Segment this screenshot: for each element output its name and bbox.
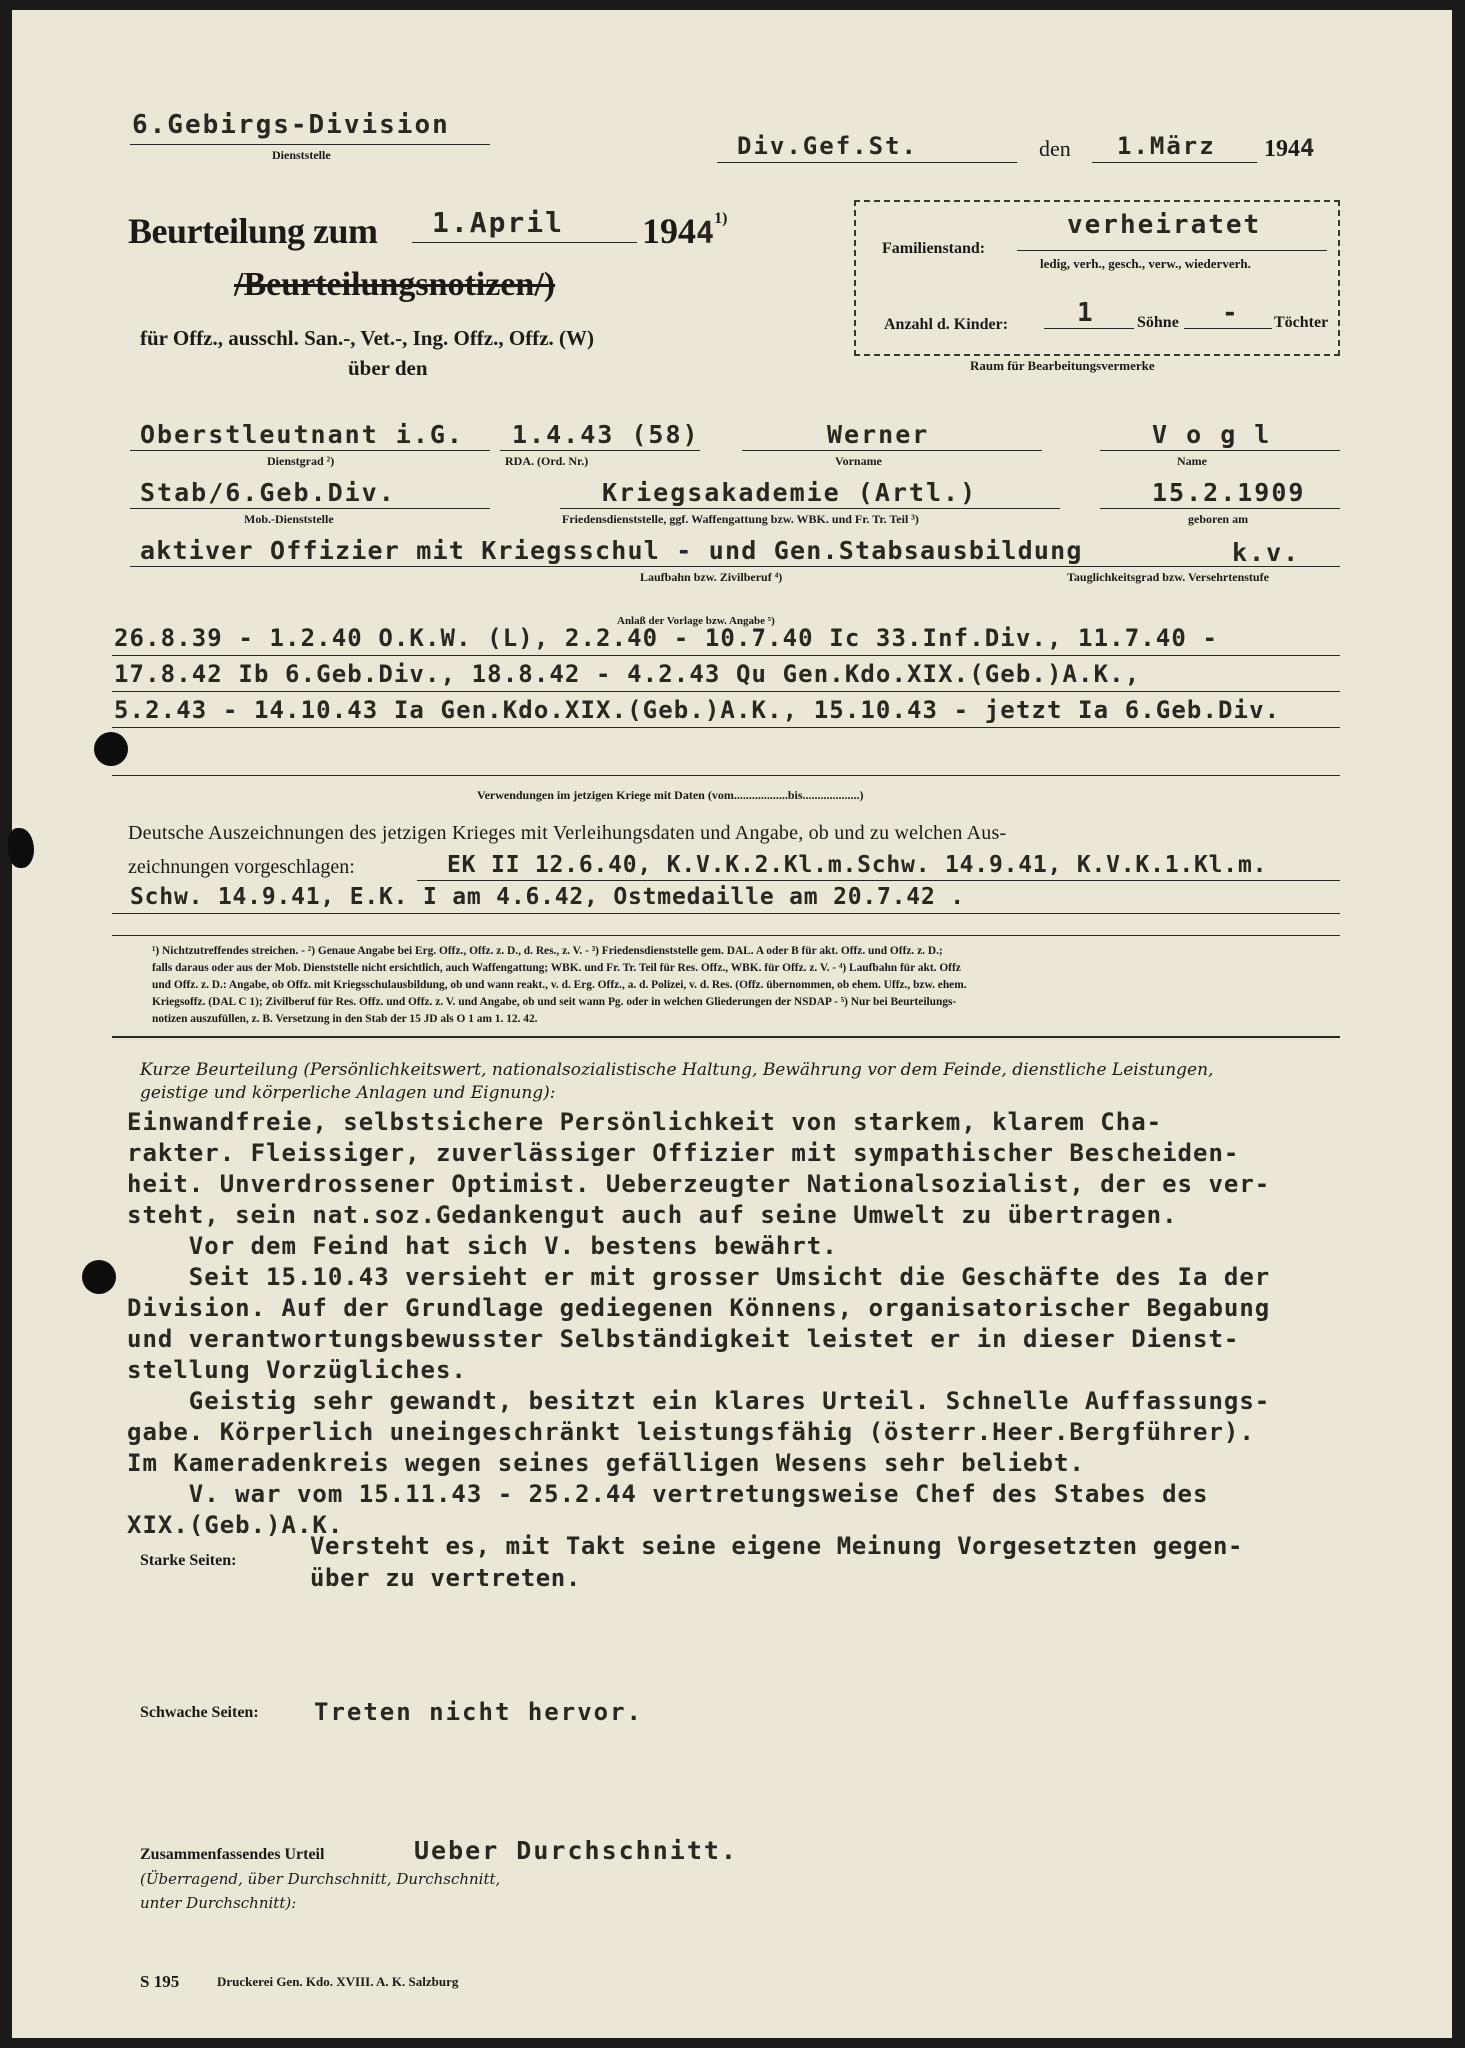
- beurteilung-line-1: Einwandfreie, selbstsichere Persönlichkeit von starkem, klarem Cha-: [127, 1108, 1163, 1136]
- date-value: 1.März: [1117, 132, 1216, 160]
- vorname-value: Werner: [827, 420, 930, 449]
- dienstgrad-line: [130, 450, 490, 451]
- familienstand-options: ledig, verh., gesch., verw., wiederverh.: [1040, 256, 1251, 271]
- auszeichnungen-label-1: Deutsche Auszeichnungen des jetzigen Krieges mit Verleihungsdaten und Angabe, ob und zu welchen Aus-: [128, 822, 1007, 844]
- urteil-value: Ueber Durchschnitt.: [414, 1836, 738, 1865]
- footnote-line-5: notizen auszufüllen, z. B. Versetzung in den Stab der 15 JD als O 1 am 1. 12. 42.: [152, 1013, 538, 1025]
- laufbahn-line: [130, 566, 1340, 567]
- title-prefix: Beurteilung zum: [128, 211, 378, 251]
- footnote-line-2: falls daraus oder aus der Mob. Dienststelle nicht ersichtlich, auch Waffengattung; WBK. und Fr. Tr. Teil für Res. Offz., WBK. für Offz. z. V. - ⁴) Laufbahn für akt. Offz: [152, 962, 961, 974]
- laufbahn-value: aktiver Offizier mit Kriegsschul - und Gen.Stabsausbildung: [140, 536, 1083, 565]
- document-page: [12, 10, 1452, 2038]
- beurteilung-line-5: Vor dem Feind hat sich V. bestens bewährt.: [127, 1232, 838, 1260]
- beurteilung-line-2: rakter. Fleissiger, zuverlässiger Offizier mit sympathischer Bescheiden-: [127, 1139, 1240, 1167]
- page-tear-mark: [8, 828, 34, 868]
- year-printed-text: 194: [1264, 136, 1300, 162]
- beurteilung-line-11: gabe. Körperlich uneingeschränkt leistungsfähig (österr.Heer.Bergführer).: [127, 1418, 1255, 1446]
- title-date: 1.April: [432, 206, 565, 239]
- beurteilung-line-13: V. war vom 15.11.43 - 25.2.44 vertretungsweise Chef des Stabes des: [127, 1480, 1209, 1508]
- starke-seiten-line-2: über zu vertreten.: [310, 1564, 581, 1592]
- schwache-seiten-value: Treten nicht hervor.: [314, 1698, 643, 1726]
- mob-dienststelle-value: Stab/6.Geb.Div.: [140, 478, 396, 507]
- beurteilung-label-2: geistige und körperliche Anlagen und Eignung):: [140, 1083, 556, 1103]
- frieden-dienststelle-caption: Friedensdienststelle, ggf. Waffengattung bzw. WBK. und Fr. Tr. Teil ³): [562, 512, 919, 526]
- beurteilung-line-9: stellung Vorzügliches.: [127, 1356, 467, 1384]
- verwendung-rule-1: [112, 655, 1340, 656]
- beurteilung-line-3: heit. Unverdrossener Optimist. Ueberzeugter Nationalsozialist, der es ver-: [127, 1170, 1271, 1198]
- date-line: [1092, 162, 1257, 163]
- rda-line: [500, 450, 700, 451]
- toechter-line: [1184, 328, 1272, 329]
- toechter-value: -: [1222, 298, 1240, 328]
- anlass-caption: Anlaß der Vorlage bzw. Angabe ⁵): [617, 615, 775, 627]
- den-label: den: [1039, 136, 1071, 161]
- vorname-caption: Vorname: [835, 454, 882, 468]
- verwendungen-caption: Verwendungen im jetzigen Kriege mit Daten (vom..................bis...................): [477, 788, 864, 802]
- tauglichkeit-caption: Tauglichkeitsgrad bzw. Versehrtenstufe: [1067, 570, 1269, 584]
- year-printed: [1264, 134, 1314, 163]
- mob-dienststelle-caption: Mob.-Dienststelle: [244, 512, 334, 526]
- place-value: Div.Gef.St.: [737, 132, 918, 160]
- title-footnote-ref: 1): [714, 210, 728, 227]
- frieden-dienststelle-value: Kriegsakademie (Artl.): [602, 478, 978, 507]
- verwendung-rule-4: [112, 775, 1340, 776]
- beurteilung-line-12: Im Kameradenkreis wegen seines gefälligen Wesens sehr beliebt.: [127, 1449, 1085, 1477]
- laufbahn-caption: Laufbahn bzw. Zivilberuf ⁴): [640, 570, 783, 584]
- dienstgrad-caption: Dienstgrad ²): [267, 454, 335, 468]
- beurteilung-line-14: XIX.(Geb.)A.K.: [127, 1511, 344, 1539]
- name-value: V o g l: [1152, 420, 1272, 449]
- punch-hole-top: [94, 732, 128, 766]
- form-number: S 195: [140, 1972, 180, 1991]
- title-beurteilungsnotizen: /Beurteilungsnotizen/): [234, 266, 556, 303]
- title-line2: [234, 266, 555, 304]
- footnote-line-4: Kriegsoffz. (DAL C 1); Zivilberuf für Res. Offz. und Offz. z. V. und Angabe, ob und seit wann Pg. oder in welchen Gliederungen der NSDAP - ⁵) Nur bei Beurteilungs-: [152, 996, 957, 1008]
- auszeichnungen-label-2: zeichnungen vorgeschlagen:: [128, 856, 355, 878]
- familienstand-value: verheiratet: [1067, 210, 1262, 240]
- verwendung-line-2: 17.8.42 Ib 6.Geb.Div., 18.8.42 - 4.2.43 Qu Gen.Kdo.XIX.(Geb.)A.K.,: [114, 660, 1141, 688]
- tauglichkeit-value: k.v.: [1232, 538, 1301, 567]
- kinder-line: [1044, 328, 1134, 329]
- rda-value: 1.4.43 (58): [512, 420, 700, 449]
- beurteilung-line-8: und verantwortungsbewusster Selbständigkeit leistet er in dieser Dienst-: [127, 1325, 1240, 1353]
- unit-name: 6.Gebirgs-Division: [132, 110, 450, 140]
- urteil-label: Zusammenfassendes Urteil: [140, 1846, 325, 1863]
- auszeichnungen-value-2: Schw. 14.9.41, E.K. I am 4.6.42, Ostmedaille am 20.7.42 .: [130, 884, 965, 910]
- auszeichnungen-rule-1: [417, 880, 1340, 881]
- toechter-label: Töchter: [1274, 314, 1329, 331]
- footnotes-separator: [112, 935, 1340, 936]
- verwendung-rule-3: [112, 727, 1340, 728]
- mob-dienststelle-line: [130, 508, 490, 509]
- starke-seiten-line-1: Versteht es, mit Takt seine eigene Meinung Vorgesetzten gegen-: [310, 1532, 1244, 1560]
- familienstand-label: Familienstand:: [882, 240, 986, 257]
- title-year-text: 194: [642, 211, 696, 251]
- familienstand-line: [1017, 250, 1327, 251]
- title-date-line: [412, 242, 637, 243]
- name-caption: Name: [1177, 454, 1207, 468]
- beurteilung-line-4: steht, sein nat.soz.Gedankengut auch auf seine Umwelt zu übertragen.: [127, 1201, 1178, 1229]
- title-year-typed: 4: [696, 216, 715, 251]
- name-line: [1100, 450, 1340, 451]
- kinder-label: Anzahl d. Kinder:: [884, 316, 1009, 333]
- verwendung-rule-2: [112, 691, 1340, 692]
- title-year: [642, 210, 727, 252]
- soehne-label: Söhne: [1137, 314, 1179, 331]
- auszeichnungen-rule-2: [112, 913, 1340, 914]
- footnote-line-3: und Offz. z. D.: Angabe, ob Offz. mit Kriegsschulausbildung, ob und wann reakt., v. d. Erg. Offz., a. d. Polizei, v. d. Res. (Offz. übernommen, ob ehem. Uffz., bzw. ehem.: [152, 979, 967, 991]
- beurteilung-line-7: Division. Auf der Grundlage gediegenen Könnens, organisatorischer Begabung: [127, 1294, 1271, 1322]
- punch-hole-middle: [82, 1260, 116, 1294]
- frieden-dienststelle-line: [560, 508, 1060, 509]
- beurteilung-line-6: Seit 15.10.43 versieht er mit grosser Umsicht die Geschäfte des Ia der: [127, 1263, 1271, 1291]
- beurteilung-line-10: Geistig sehr gewandt, besitzt ein klares Urteil. Schnelle Auffassungs-: [127, 1387, 1271, 1415]
- footnote-line-1: ¹) Nichtzutreffendes streichen. - ²) Genaue Angabe bei Erg. Offz., Offz. z. D., d. Res., z. V. - ³) Friedensdienststelle gem. DAL. A oder B für akt. Offz. und Offz. z. D.;: [152, 945, 943, 957]
- starke-seiten-label: Starke Seiten:: [140, 1552, 237, 1569]
- verwendung-line-3: 5.2.43 - 14.10.43 Ia Gen.Kdo.XIX.(Geb.)A.K., 15.10.43 - jetzt Ia 6.Geb.Div.: [114, 696, 1281, 724]
- unit-line: [130, 144, 490, 145]
- unit-caption: Dienststelle: [272, 148, 331, 162]
- geboren-line: [1100, 508, 1340, 509]
- geboren-value: 15.2.1909: [1152, 478, 1306, 507]
- place-line: [717, 162, 1017, 163]
- beurteilung-text: [127, 1108, 1270, 1542]
- verwendung-line-1: 26.8.39 - 1.2.40 O.K.W. (L), 2.2.40 - 10.7.40 Ic 33.Inf.Div., 11.7.40 -: [114, 624, 1218, 652]
- title-line3: für Offz., ausschl. San.-, Vet.-, Ing. Offz., Offz. (W): [140, 326, 595, 350]
- geboren-caption: geboren am: [1188, 512, 1249, 526]
- vorname-line: [742, 450, 1042, 451]
- title-line4: über den: [348, 356, 428, 380]
- printer-imprint: Druckerei Gen. Kdo. XVIII. A. K. Salzburg: [217, 1974, 459, 1989]
- urteil-note-1: (Überragend, über Durchschnitt, Durchschnitt,: [140, 1870, 501, 1888]
- urteil-note-2: unter Durchschnitt):: [140, 1894, 297, 1912]
- footnotes-bottom-rule: [112, 1036, 1340, 1038]
- dienstgrad-value: Oberstleutnant i.G.: [140, 420, 464, 449]
- year-typed: 4: [1300, 134, 1315, 162]
- schwache-seiten-label: Schwache Seiten:: [140, 1704, 259, 1721]
- kinder-value: 1: [1077, 298, 1095, 328]
- rda-caption: RDA. (Ord. Nr.): [505, 454, 589, 468]
- title-line1: [128, 210, 378, 252]
- auszeichnungen-value-1: EK II 12.6.40, K.V.K.2.Kl.m.Schw. 14.9.41, K.V.K.1.Kl.m.: [447, 852, 1268, 878]
- box-caption: Raum für Bearbeitungsvermerke: [970, 358, 1155, 373]
- beurteilung-label-1: Kurze Beurteilung (Persönlichkeitswert, nationalsozialistische Haltung, Bewährung vor dem Feinde, dienstliche Leistungen,: [140, 1060, 1214, 1080]
